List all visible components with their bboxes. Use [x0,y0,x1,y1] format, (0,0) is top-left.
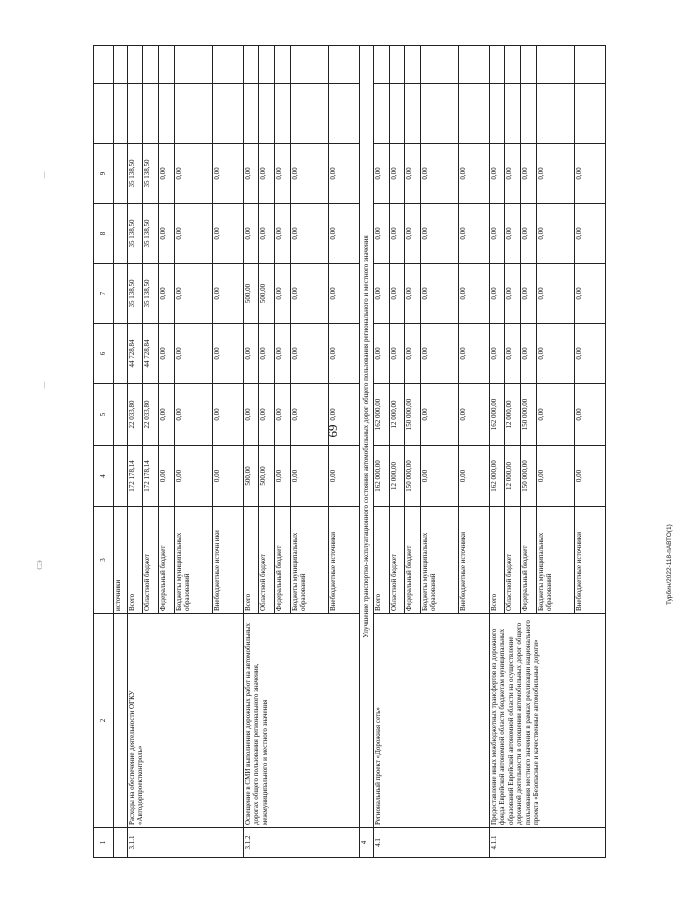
value-cell: 44 728,84 [143,324,159,384]
empty-cell [259,84,275,144]
column-header: 6 [94,324,114,384]
continuation-row [113,46,127,858]
value-cell: 0,00 [373,204,389,264]
empty-cell [174,46,212,84]
empty-cell [159,46,175,84]
value-cell: 162 000,00 [373,446,389,507]
value-cell: 0,00 [489,144,505,204]
source-label: Внебюджетные источн ики [212,507,243,614]
empty-cell [405,46,421,84]
row-number: 4.1.1 [489,828,605,858]
row-name: Предоставление иных межбюджетных трансфертов из дорожного фонда Еврейской автономной области бюджетам муниципальных образований Еврейской автономной области на осуществление дорожной деятельности в отношении автомобильных дорог общего пользования местного значения в рамках реализации национального проекта «Безопасные и качественные автомобильные дороги» [489,614,605,828]
value-cell: 44 728,84 [127,324,143,384]
value-cell: 0,00 [159,144,175,204]
value-cell: 12 000,00 [389,446,405,507]
empty-cell [274,46,290,84]
row-number: 3.1.2 [243,828,359,858]
table-row [373,46,389,858]
row-number: 3.1.1 [127,828,243,858]
value-cell: 22 033,80 [127,384,143,446]
document-stamp: Турбин/2022-118-пАВТО(1) [666,524,673,605]
value-cell: 0,00 [212,384,243,446]
value-cell: 35 138,50 [127,204,143,264]
value-cell: 500,00 [259,446,275,507]
source-label: Бюджеты муниципальных образований [420,507,458,614]
column-header: 8 [94,204,114,264]
value-cell: 0,00 [574,264,605,324]
value-cell: 0,00 [420,446,458,507]
source-label: Областной бюджет [505,507,521,614]
value-cell: 0,00 [328,446,359,507]
empty-cell [520,46,536,84]
source-label: Бюджеты муниципальных образований [536,507,574,614]
source-label: Областной бюджет [143,507,159,614]
empty-cell [328,46,359,84]
value-cell: 0,00 [243,204,259,264]
value-cell: 0,00 [458,144,489,204]
value-cell: 150 000,00 [405,446,421,507]
source-label: Всего [489,507,505,614]
source-label: Бюджеты муниципальных образований [290,507,328,614]
empty-cell [373,46,389,84]
value-cell: 0,00 [574,446,605,507]
value-cell: 0,00 [520,324,536,384]
value-cell: 0,00 [259,204,275,264]
value-cell: 0,00 [159,324,175,384]
value-cell: 0,00 [328,324,359,384]
value-cell: 0,00 [274,204,290,264]
value-cell: 0,00 [373,324,389,384]
value-cell: 0,00 [505,144,521,204]
value-cell: 0,00 [520,144,536,204]
margin-mark: — [40,171,48,179]
empty-cell [174,84,212,144]
value-cell: 162 000,00 [373,384,389,446]
empty-cell [274,84,290,144]
source-label: Областной бюджет [259,507,275,614]
value-cell: 0,00 [389,324,405,384]
source-label: Федеральный бюджет [405,507,421,614]
empty-cell [505,46,521,84]
value-cell: 0,00 [574,324,605,384]
value-cell: 0,00 [212,144,243,204]
value-cell: 162 000,00 [489,384,505,446]
value-cell: 0,00 [274,264,290,324]
page-number: 69 [325,424,340,438]
value-cell: 0,00 [212,264,243,324]
empty-cell [113,84,127,144]
header-row [94,46,114,858]
empty-cell [290,46,328,84]
value-cell: 500,00 [243,264,259,324]
value-cell: 0,00 [159,264,175,324]
source-label: Внебюджетные источники [574,507,605,614]
empty-cell [574,84,605,144]
value-cell: 0,00 [389,264,405,324]
value-cell: 500,00 [259,264,275,324]
source-label: Областной бюджет [389,507,405,614]
empty-cell [420,84,458,144]
empty-cell [127,84,143,144]
source-label: Федеральный бюджет [159,507,175,614]
empty-cell [113,46,127,84]
column-header: 4 [94,446,114,507]
value-cell: 0,00 [505,204,521,264]
value-cell: 0,00 [328,144,359,204]
value-cell: 0,00 [243,144,259,204]
value-cell: 0,00 [290,204,328,264]
value-cell: 0,00 [489,324,505,384]
value-cell: 0,00 [420,384,458,446]
value-cell: 0,00 [159,204,175,264]
empty-cell [94,46,114,84]
row-name: Освещение в СМИ выполнения дорожных работ на автомобильных дорогах общего пользования регионального значения, межмуниципального и местного значения [243,614,359,828]
value-cell: 0,00 [574,144,605,204]
empty-cell [574,46,605,84]
empty-cell [143,84,159,144]
empty-cell [505,84,521,144]
value-cell: 0,00 [458,324,489,384]
value-cell: 35 138,50 [143,204,159,264]
value-cell: 150 000,00 [520,384,536,446]
value-cell: 162 000,00 [489,446,505,507]
value-cell: 0,00 [458,264,489,324]
value-cell: 0,00 [174,204,212,264]
table-row [243,46,259,858]
budget-table [93,45,606,858]
empty-cell [536,46,574,84]
value-cell: 0,00 [373,144,389,204]
empty-cell [458,46,489,84]
value-cell: 0,00 [159,384,175,446]
column-header: 1 [94,828,114,858]
value-cell: 0,00 [274,384,290,446]
value-cell: 0,00 [174,144,212,204]
value-cell: 0,00 [405,324,421,384]
empty-cell [243,46,259,84]
value-cell: 0,00 [420,324,458,384]
value-cell: 0,00 [520,204,536,264]
source-label: Всего [373,507,389,614]
empty-cell [489,84,505,144]
row-number: 4 [359,828,373,858]
empty-cell [489,46,505,84]
value-cell: 22 033,80 [143,384,159,446]
value-cell: 0,00 [536,324,574,384]
value-cell: 0,00 [174,264,212,324]
empty-cell [458,84,489,144]
margin-mark: СЭ [36,560,44,570]
source-label: Всего [243,507,259,614]
value-cell: 0,00 [290,264,328,324]
value-cell: 0,00 [420,264,458,324]
value-cell: 0,00 [420,144,458,204]
value-cell: 0,00 [389,144,405,204]
value-cell: 0,00 [536,384,574,446]
value-cell: 0,00 [458,204,489,264]
value-cell: 0,00 [536,144,574,204]
value-cell: 0,00 [290,446,328,507]
value-cell: 0,00 [505,324,521,384]
value-cell: 0,00 [574,384,605,446]
source-label: Внебюджетные источники [458,507,489,614]
margin-mark: — [40,381,48,389]
value-cell: 0,00 [505,264,521,324]
empty-cell [94,84,114,144]
value-cell: 0,00 [243,324,259,384]
value-cell: 0,00 [405,144,421,204]
value-cell: 0,00 [174,446,212,507]
value-cell: 0,00 [328,264,359,324]
empty-cell [243,84,259,144]
empty-cell [159,84,175,144]
value-cell: 12 000,00 [389,384,405,446]
empty-cell [536,84,574,144]
value-cell: 0,00 [328,384,359,446]
table-row [127,46,143,858]
value-cell: 0,00 [259,144,275,204]
empty-cell [389,84,405,144]
value-cell: 0,00 [290,144,328,204]
empty-cell [405,84,421,144]
value-cell: 0,00 [520,264,536,324]
empty-cell [212,46,243,84]
value-cell: 35 138,50 [127,144,143,204]
empty-cell [113,614,127,828]
column-header: 9 [94,144,114,204]
source-label: Бюджеты муниципальных образований [174,507,212,614]
value-cell: 0,00 [458,384,489,446]
value-cell: 0,00 [259,324,275,384]
value-cell: 35 138,50 [143,264,159,324]
value-cell: 0,00 [159,446,175,507]
value-cell: 0,00 [274,324,290,384]
value-cell: 35 138,50 [143,144,159,204]
value-cell: 0,00 [174,384,212,446]
value-cell: 0,00 [489,264,505,324]
column-header: 5 [94,384,114,446]
value-cell: 12 000,00 [505,446,521,507]
column-header: 3 [94,507,114,614]
empty-cell [259,46,275,84]
value-cell: 0,00 [212,204,243,264]
empty-cell [420,46,458,84]
value-cell: 150 000,00 [520,446,536,507]
value-cell: 500,00 [243,446,259,507]
value-cell: 0,00 [328,204,359,264]
value-cell: 0,00 [405,264,421,324]
empty-cell [113,324,127,384]
value-cell: 12 000,00 [505,384,521,446]
source-label: Федеральный бюджет [520,507,536,614]
empty-cell [127,46,143,84]
empty-cell [389,46,405,84]
row-name: Расходы на обеспечение деятельности ОГКУ «Автодорпроектконтроль» [127,614,243,828]
row-name: Региональный проект «Дорожная сеть» [373,614,489,828]
value-cell: 0,00 [574,204,605,264]
empty-cell [113,384,127,446]
value-cell: 0,00 [489,204,505,264]
empty-cell [113,446,127,507]
section-row [359,46,373,858]
section-title: Улучшение транспортно-эксплуатационного состояния автомобильных дорог общего пользования регионального и местного значения [359,46,373,828]
value-cell: 0,00 [290,324,328,384]
value-cell: 0,00 [174,324,212,384]
table-row [489,46,505,858]
empty-cell [113,264,127,324]
value-cell: 0,00 [536,264,574,324]
empty-cell [290,84,328,144]
continuation-label: источники [113,507,127,614]
empty-cell [113,144,127,204]
empty-cell [113,204,127,264]
value-cell: 0,00 [405,204,421,264]
value-cell: 0,00 [212,446,243,507]
empty-cell [212,84,243,144]
value-cell: 0,00 [274,446,290,507]
value-cell: 0,00 [212,324,243,384]
empty-cell [520,84,536,144]
value-cell: 0,00 [536,204,574,264]
value-cell: 150 000,00 [405,384,421,446]
value-cell: 0,00 [536,446,574,507]
value-cell: 35 138,50 [127,264,143,324]
value-cell: 0,00 [458,446,489,507]
empty-cell [113,828,127,858]
value-cell: 0,00 [243,384,259,446]
source-label: Внебюджетные источники [328,507,359,614]
empty-cell [328,84,359,144]
column-header: 7 [94,264,114,324]
empty-cell [143,46,159,84]
source-label: Всего [127,507,143,614]
column-header: 2 [94,614,114,828]
value-cell: 0,00 [420,204,458,264]
value-cell: 0,00 [290,384,328,446]
value-cell: 172 178,14 [127,446,143,507]
source-label: Федеральный бюджет [274,507,290,614]
rotated-table-wrapper [93,46,606,858]
value-cell: 0,00 [373,264,389,324]
value-cell: 0,00 [259,384,275,446]
value-cell: 0,00 [274,144,290,204]
value-cell: 172 178,14 [143,446,159,507]
value-cell: 0,00 [389,204,405,264]
empty-cell [373,84,389,144]
row-number: 4.1 [373,828,489,858]
